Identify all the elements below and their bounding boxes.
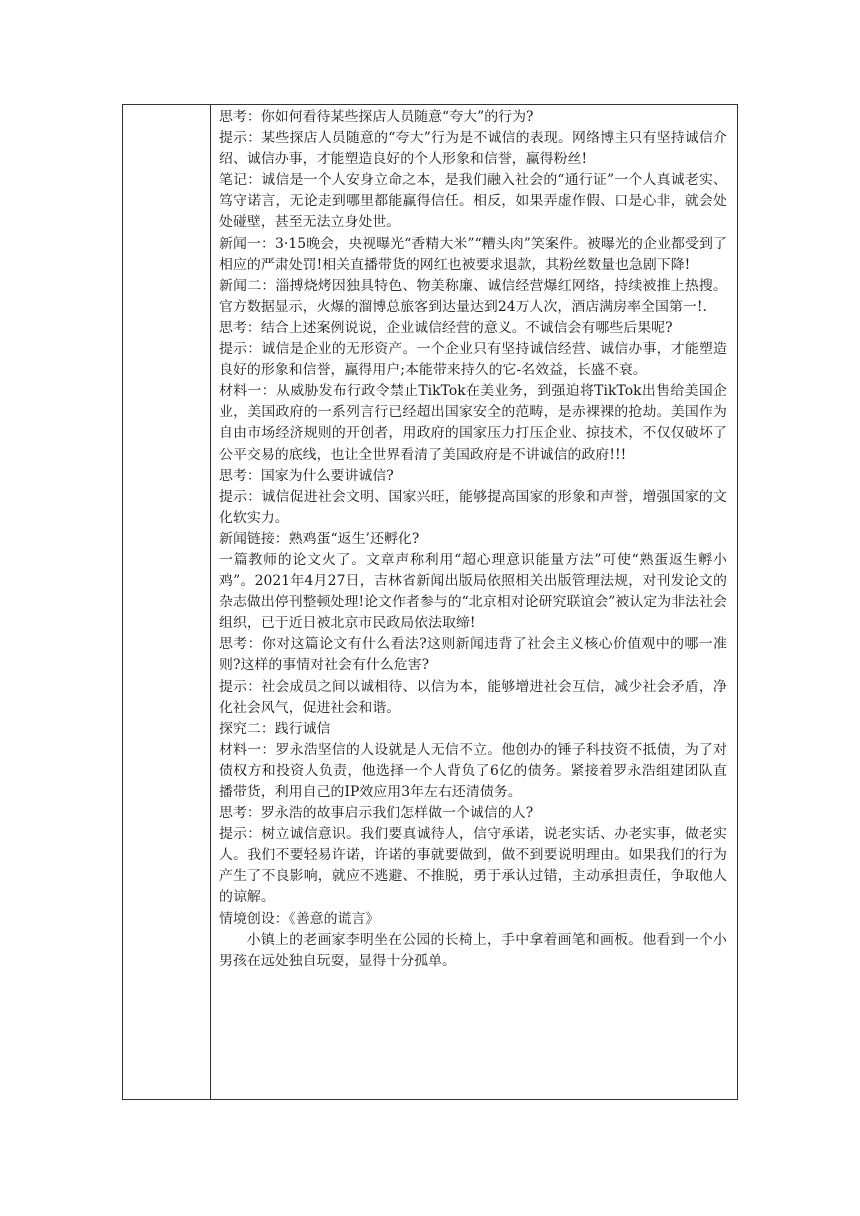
- paragraph-news-1: 新闻一：3·15晚会，央视曝光“香精大米”“糟头肉”笑案件。被曝光的企业都受到了相应的严肃处罚!相关直播带货的网红也被要求退款，其粉丝数量也急剧下降!: [219, 235, 727, 273]
- paragraph-material-1: 材料一：从威胁发布行政令禁止TikTok在美业务，到强迫将TikTok出售给美国企业，美国政府的一系列言行已经超出国家安全的范畴，是赤裸裸的抢劫。美国作为自由市场经济规则的开创者，用政府的国家压力打压企业、掠技术，不仅仅破坏了公平交易的底线，也让全世界看清了美国政府是不讲诚信的政府!!!: [219, 383, 727, 463]
- paragraph-news-link: 新闻链接：熟鸡蛋“返生’还孵化?: [219, 530, 420, 547]
- paragraph-paper-story: 一篇教师的论文火了。文章声称利用“超心理意识能量方法”可使“熟蛋返生孵小鸡”。2021年4月27日，吉林省新闻出版局依照相关出版管理法规，对刊发论文的杂志做出停刊整顿处理!论文作者参与的“北京相对论研究联谊会”被认定为非法社会组织，已于近日被北京市民政局依法取缔!: [219, 551, 727, 632]
- paragraph-notes: 笔记：诚信是一个人安身立命之本，是我们融入社会的“通行证”一个人真诚老实、笃守诺言，无论走到哪里都能赢得信任。相反，如果弄虚作假、口是心非，就会处处碰壁，甚至无法立身处世。: [219, 172, 727, 231]
- paragraph-news-2: 新闻二：淄搏烧烤因独具特色、物美称廉、诚信经营爆红网络，持续被推上热搜。官方数据显示，火爆的溜博总旅客到达量达到24万人次，酒店满房率全国第一!.: [219, 277, 727, 315]
- table-content-cell: [219, 107, 727, 972]
- document-table: [122, 104, 738, 1100]
- paragraph-hint-4: 提示：社会成员之间以诚相待、以信为本，能够增进社会互信，减少社会矛盾，净化社会风气，促进社会和谐。: [219, 678, 727, 716]
- table-left-column: [123, 105, 211, 1099]
- paragraph-hint-2: 提示：诚信是企业的无形资产。一个企业只有坚持诚信经营、诚信办事，才能塑造良好的形象和信誉，赢得用户;本能带来持久的它-名效益，长盛不衰。: [219, 341, 727, 379]
- paragraph-explore-2: 探究二：践行诚信: [219, 720, 331, 737]
- paragraph-material-luo: 材料一：罗永浩坚信的人设就是人无信不立。他创办的锤子科技资不抵债，为了对债权方和投资人负责，他选择一个人背负了6亿的债务。紧接着罗永浩组建团队直播带货，利用自己的IP效应用3年左右还清债务。: [219, 741, 727, 800]
- paragraph-scenario-title: 情境创设：《善意的谎言》: [219, 910, 380, 927]
- paragraph-hint-1: 提示：某些探店人员随意的“夸大”行为是不诚信的表现。网络博主只有坚持诚信介绍、诚信办事，才能塑造良好的个人形象和信誉，赢得粉丝!: [219, 130, 727, 168]
- paragraph-hint-3: 提示：诚信促进社会文明、国家兴旺，能够提高国家的形象和声誉，增强国家的文化软实力。: [219, 488, 727, 526]
- paragraph-think-2: 思考：结合上述案例说说，企业诚信经营的意义。不诚信会有哪些后果呢?: [219, 319, 673, 336]
- paragraph-think-1: 思考：你如何看待某些探店人员随意“夸大”的行为?: [219, 109, 534, 125]
- paragraph-hint-5: 提示：树立诚信意识。我们要真诚待人，信守承诺，说老实话、办老实事，做老实人。我们不要轻易许诺，许诺的事就要做到，做不到要说明理由。如果我们的行为产生了不良影响，就应不逃避、不推脱，勇于承认过错，主动承担责任，争取他人的谅解。: [219, 826, 727, 906]
- paragraph-think-3: 思考：国家为什么要讲诚信?: [219, 467, 394, 484]
- paragraph-think-5: 思考：罗永浩的故事启示我们怎样做一个诚信的人?: [219, 805, 534, 822]
- paragraph-scenario-story: 小镇上的老画家李明坐在公园的长椅上，手中拿着画笔和画板。他看到一个小男孩在远处独自玩耍，显得十分孤单。: [219, 931, 727, 969]
- paragraph-think-4: 思考：你对这篇论文有什么看法?这则新闻违背了社会主义核心价值观中的哪一准则?这样的事情对社会有什么危害?: [219, 636, 727, 674]
